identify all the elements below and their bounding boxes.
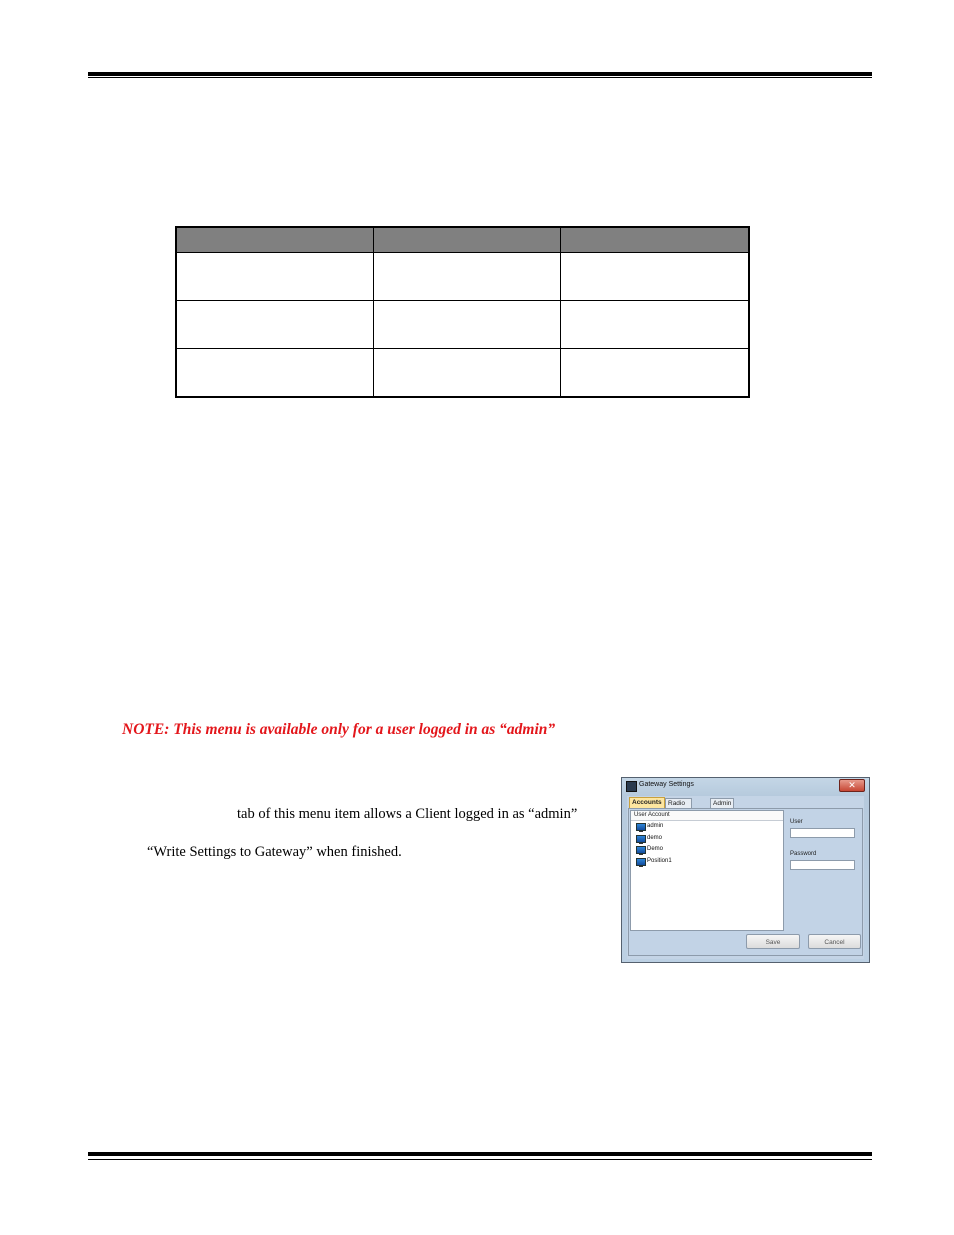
body-text-line-2: “Write Settings to Gateway” when finished. <box>147 844 402 860</box>
table-cell <box>373 349 560 398</box>
account-name: Position1 <box>647 857 672 864</box>
table-header-cell <box>373 227 560 253</box>
table-cell <box>176 301 373 349</box>
account-name: Demo <box>647 846 664 852</box>
window-title: Gateway Settings <box>639 781 694 788</box>
list-header[interactable]: User Account <box>631 811 783 821</box>
list-item[interactable] <box>631 821 783 833</box>
account-name: admin <box>647 823 664 829</box>
user-label: User <box>790 819 803 825</box>
gateway-settings-window <box>621 777 870 963</box>
table-cell <box>561 349 749 398</box>
list-item[interactable] <box>631 833 783 845</box>
table-row <box>176 301 749 349</box>
document-table <box>175 226 750 398</box>
monitor-icon <box>636 835 646 843</box>
table-header-cell <box>561 227 749 253</box>
table-cell <box>561 253 749 301</box>
monitor-icon <box>636 846 646 854</box>
cancel-button[interactable]: Cancel <box>808 934 861 949</box>
close-button[interactable]: ✕ <box>839 779 865 792</box>
password-label: Password <box>790 851 817 857</box>
body-text-line-1: tab of this menu item allows a Client logged in as “admin” <box>237 806 578 822</box>
table-cell <box>373 301 560 349</box>
app-icon <box>626 781 637 792</box>
table-cell <box>176 253 373 301</box>
table-row <box>176 253 749 301</box>
header-rule <box>88 72 872 78</box>
monitor-icon <box>636 858 646 866</box>
password-input[interactable] <box>790 860 855 870</box>
tab-accounts[interactable]: Accounts <box>629 797 665 809</box>
save-button[interactable]: Save <box>746 934 800 949</box>
account-name: demo <box>647 834 663 841</box>
user-account-list[interactable] <box>630 810 784 931</box>
window-title-bar[interactable] <box>622 778 869 795</box>
list-item[interactable] <box>631 856 783 868</box>
table-header-row <box>176 227 749 253</box>
accounts-panel <box>628 808 863 956</box>
table-header-cell <box>176 227 373 253</box>
table-row <box>176 349 749 398</box>
tab-admin[interactable]: Admin <box>710 798 734 809</box>
table-cell <box>176 349 373 398</box>
window-body <box>627 796 864 959</box>
table-cell <box>561 301 749 349</box>
user-input[interactable] <box>790 828 855 838</box>
list-item[interactable] <box>631 844 783 856</box>
table-cell <box>373 253 560 301</box>
monitor-icon <box>636 823 646 831</box>
admin-note: NOTE: This menu is available only for a user logged in as “admin” <box>122 721 556 738</box>
footer-rule <box>88 1152 872 1160</box>
tab-radio-aliases[interactable]: Radio <box>665 798 692 809</box>
